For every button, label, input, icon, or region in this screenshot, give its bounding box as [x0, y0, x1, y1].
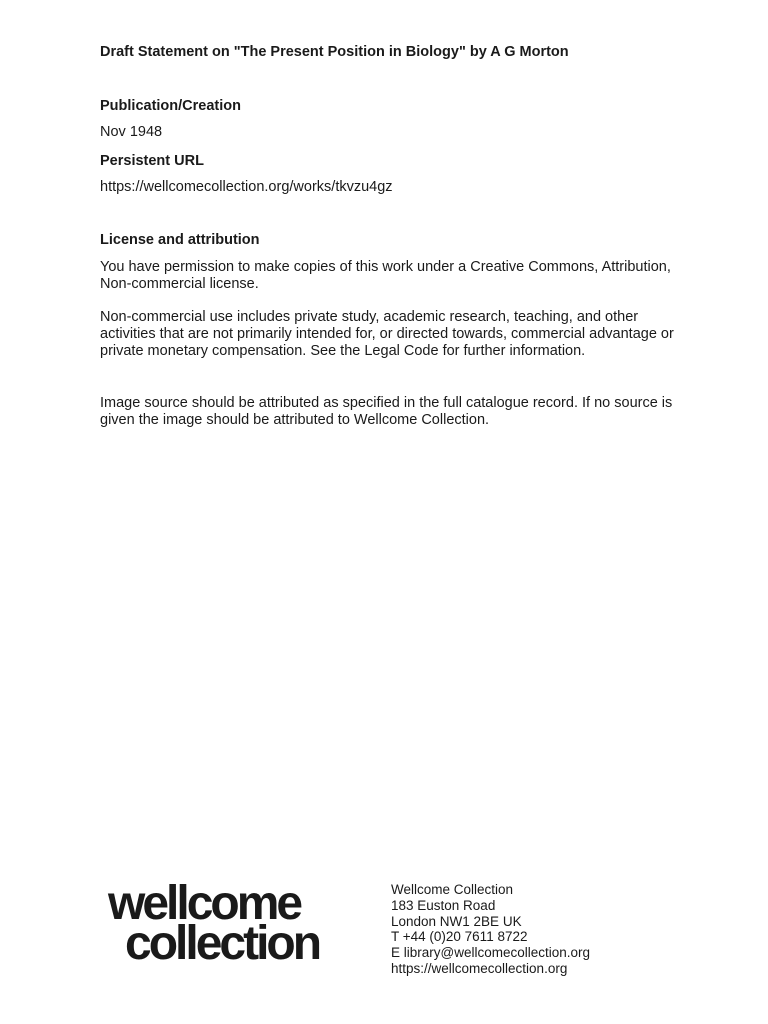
logo-line-wellcome: wellcome	[108, 877, 301, 930]
license-paragraph: You have permission to make copies of this work under a Creative Commons, Attribution, Non-commercial license.	[100, 259, 671, 292]
contact-phone: T +44 (0)20 7611 8722	[391, 929, 528, 945]
noncommercial-paragraph: Non-commercial use includes private study, academic research, teaching, and other activities that are not primarily intended for, or directed towards, commercial advantage or private monetary compensation. See the Legal Code for further information.	[100, 309, 674, 359]
contact-name: Wellcome Collection	[391, 882, 514, 897]
publication-label: Publication/Creation	[100, 98, 241, 114]
contact-email[interactable]: E library@wellcomecollection.org	[391, 945, 591, 961]
document-title: Draft Statement on "The Present Position in Biology" by A G Morton	[100, 44, 569, 60]
attribution-paragraph: Image source should be attributed as specified in the full catalogue record. If no source is given the image should be attributed to Wellcome Collection.	[100, 395, 673, 428]
contact-website[interactable]: https://wellcomecollection.org	[391, 960, 568, 976]
persistent-url-link[interactable]: https://wellcomecollection.org/works/tkvzu4gz	[100, 179, 393, 195]
logo-line-collection: collection	[125, 917, 320, 970]
wellcome-collection-logo	[108, 877, 320, 970]
persistent-url-label: Persistent URL	[100, 153, 204, 169]
contact-block	[391, 882, 590, 977]
publication-value: Nov 1948	[100, 124, 163, 140]
contact-street: 183 Euston Road	[391, 897, 496, 913]
contact-city: London NW1 2BE UK	[391, 913, 522, 929]
license-label: License and attribution	[100, 232, 260, 248]
